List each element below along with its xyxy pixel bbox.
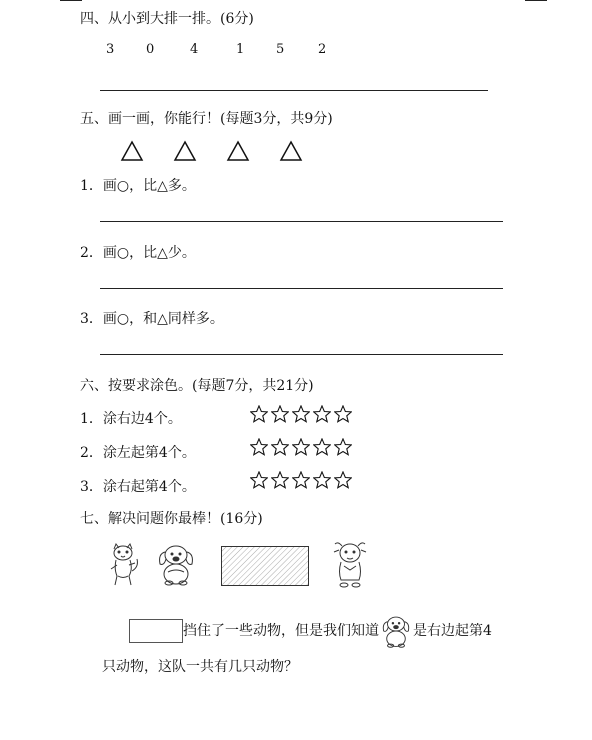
answer-line[interactable] xyxy=(100,221,503,222)
section4-title: 四、从小到大排一排。(6分) xyxy=(80,11,254,27)
top-border-right xyxy=(525,0,547,1)
star-icon[interactable] xyxy=(334,438,352,456)
number-item: 3 xyxy=(106,42,115,57)
section5-question: 2．画○，比△少。 xyxy=(80,245,196,261)
section6-question: 1．涂右边4个。 xyxy=(80,411,182,427)
top-border-left xyxy=(60,0,82,1)
triangle-icon xyxy=(173,140,197,162)
section6-question: 3．涂右起第4个。 xyxy=(80,479,196,495)
star-icon[interactable] xyxy=(250,471,268,489)
problem-line-2: 只动物，这队一共有几只动物？ xyxy=(102,659,298,675)
section5-title: 五、画一画，你能行！(每题3分，共9分) xyxy=(80,111,333,127)
number-item: 1 xyxy=(236,42,245,57)
section6-title: 六、按要求涂色。(每题7分，共21分) xyxy=(80,378,314,394)
hidden-box-icon xyxy=(221,546,309,586)
star-icon[interactable] xyxy=(313,471,331,489)
section5-question: 1．画○，比△多。 xyxy=(80,178,196,194)
triangle-icon xyxy=(226,140,250,162)
star-icon[interactable] xyxy=(334,405,352,423)
star-icon[interactable] xyxy=(250,405,268,423)
triangle-icon xyxy=(279,140,303,162)
problem-text-part2: 是右边起第4 xyxy=(413,623,492,639)
dog-icon xyxy=(379,614,413,648)
section5-question: 3．画○，和△同样多。 xyxy=(80,311,224,327)
cat-icon xyxy=(106,543,140,587)
star-icon[interactable] xyxy=(334,471,352,489)
star-icon[interactable] xyxy=(271,405,289,423)
star-icon[interactable] xyxy=(292,471,310,489)
star-row xyxy=(250,438,352,456)
answer-line[interactable] xyxy=(100,354,503,355)
section7-title: 七、解决问题你最棒！(16分) xyxy=(80,511,263,527)
star-icon[interactable] xyxy=(313,438,331,456)
hidden-box-icon xyxy=(129,619,183,643)
star-icon[interactable] xyxy=(313,405,331,423)
star-icon[interactable] xyxy=(271,471,289,489)
problem-line-1 xyxy=(129,614,492,648)
answer-line[interactable] xyxy=(100,288,503,289)
number-item: 2 xyxy=(318,42,327,57)
dog-icon xyxy=(156,542,196,586)
star-row xyxy=(250,471,352,489)
answer-line[interactable] xyxy=(100,90,488,91)
number-item: 4 xyxy=(190,42,199,57)
star-icon[interactable] xyxy=(271,438,289,456)
number-item: 5 xyxy=(276,42,285,57)
star-icon[interactable] xyxy=(250,438,268,456)
problem-text-part1: 挡住了一些动物，但是我们知道 xyxy=(183,623,379,639)
section6-question: 2．涂左起第4个。 xyxy=(80,445,196,461)
star-icon[interactable] xyxy=(292,405,310,423)
star-icon[interactable] xyxy=(292,438,310,456)
star-row xyxy=(250,405,352,423)
number-item: 0 xyxy=(146,42,155,57)
triangle-icon xyxy=(120,140,144,162)
goat-icon xyxy=(332,540,368,588)
